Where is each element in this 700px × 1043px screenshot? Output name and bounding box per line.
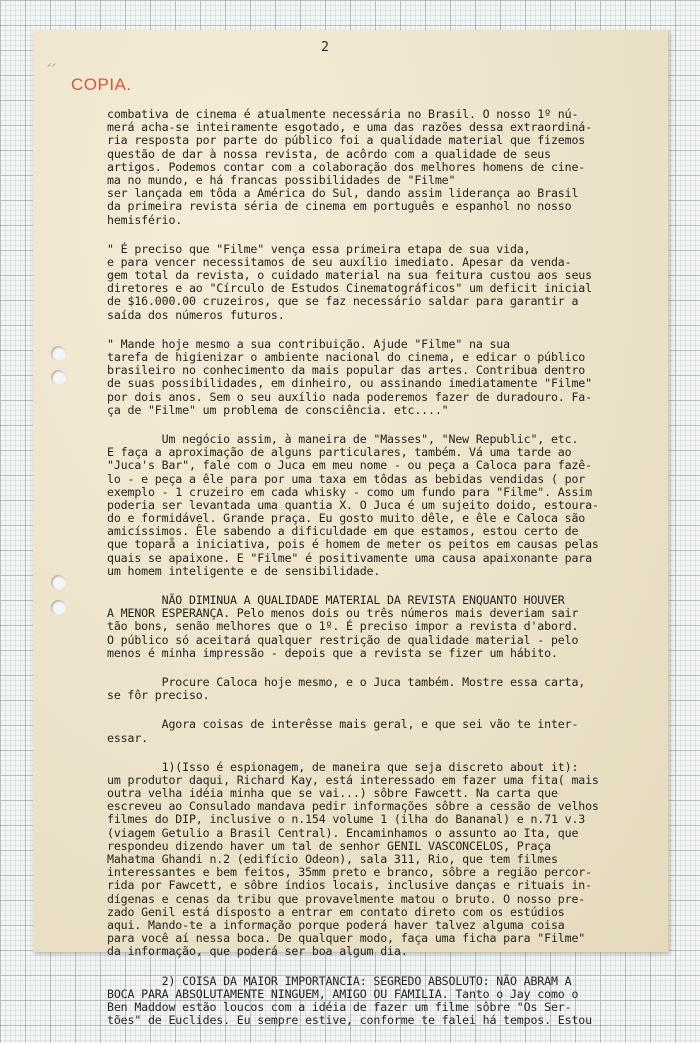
- copy-stamp: COPIA.: [71, 75, 132, 94]
- text-line: E faça a aproximação de alguns particulares, também. Vá uma tarde ao: [107, 445, 572, 460]
- text-line: O público só aceitará qualquer restrição de qualidade material - pelo: [107, 632, 579, 647]
- punch-hole-icon: [51, 346, 66, 361]
- text-line: da primeira revista séria de cinema em português e espanhol no nosso: [107, 199, 572, 214]
- text-line: saída dos números futuros.: [107, 307, 285, 322]
- text-line: aqui. Mando-te a informação porque poderá haver talvez alguma coisa: [107, 917, 565, 932]
- text-line: 2) COISA DA MAIOR IMPORTANCIA: SEGREDO ABSOLUTO: NÃO ABRAM A: [107, 973, 572, 988]
- text-line: Agora coisas de interêsse mais geral, e que sei vão te inter-: [107, 717, 579, 732]
- letter-paragraph: [107, 243, 673, 322]
- text-line: dígenas e cenas da tribu que provavelmente matou o bruto. O nosso pre-: [107, 891, 586, 906]
- text-line: lo - e peça a êle para por uma taxa em tôdas as bebidas vendidas ( por: [107, 471, 586, 486]
- text-line: (viagem Getulio a Brasil Central). Encaminhamos o assunto ao Ita, que: [107, 825, 579, 840]
- text-line: que toparå a iniciativa, pois é homem de meter os peitos em causas pelas: [107, 537, 599, 552]
- text-line: hemisfério.: [107, 212, 183, 227]
- text-line: outra velha idéia minha que se vai...) sôbre Fawcett. Na carta que: [107, 786, 558, 801]
- text-line: exemplo - 1 cruzeiro em cada whisky - como um fundo para "Filme". Assim: [107, 484, 592, 499]
- text-line: menos é minha impressão - depois que a revista se fizer um hábito.: [107, 645, 558, 660]
- text-line: ça de "Filme" um problema de consciência. etc....": [107, 402, 449, 417]
- punch-hole-icon: [51, 575, 66, 590]
- text-line: rida por Fawcett, e sôbre índios locais, inclusive danças e rituais in-: [107, 878, 592, 893]
- text-line: " É preciso que "Filme" vença essa primeira etapa de sua vida,: [107, 241, 531, 256]
- text-line: interessantes e bem feitos, 35mm preto e branco, sôbre a região percor-: [107, 865, 592, 880]
- text-line: um homem inteligente e de sensibilidade.: [107, 563, 381, 578]
- text-line: do e formidável. Grande praça. Eu gosto muito dêle, e êle e Caloca são: [107, 511, 586, 526]
- punch-hole-icon: [51, 370, 66, 385]
- text-line: poderia ser levantada uma quantia X. O Juca é um sujeito doido, estoura-: [107, 497, 599, 512]
- text-line: da informação, que poderá ser boa algum dia.: [107, 944, 408, 959]
- text-line: essar.: [107, 730, 148, 745]
- text-line: tão bons, senão melhores que o 1º. É preciso impor a revista d'abord.: [107, 619, 579, 634]
- text-line: questão de dar à nossa revista, de acôrdo com a qualidade de seus: [107, 146, 551, 161]
- text-line: ser lançada em tôda a América do Sul, dando assim liderança ao Brasil: [107, 186, 579, 201]
- text-line: de suas possibilidades, em dinheiro, ou assinando imediatamente "Filme": [107, 376, 592, 391]
- text-line: de $16.000.00 cruzeiros, que se faz necessário saldar para garantir a: [107, 294, 579, 309]
- text-line: A MENOR ESPERANÇA. Pelo menos dois ou três números mais deveriam sair: [107, 606, 579, 621]
- text-line: ria resposta por parte do público foi a qualidade material que fizemos: [107, 133, 586, 148]
- text-line: respondeu dizendo haver um tal de senhor GENIL VASCONCELOS, Praça: [107, 838, 551, 853]
- text-line: por dois anos. Sem o seu auxílio nada poderemos fazer de duradouro. Fa-: [107, 389, 592, 404]
- text-line: Ben Maddow estão loucos com a idéia de fazer um filme sôbre "Os Ser-: [107, 999, 572, 1014]
- letter-paragraph: [107, 718, 673, 744]
- text-line: Procure Caloca hoje mesmo, e o Juca também. Mostre essa carta,: [107, 674, 586, 689]
- text-line: 1)(Isso é espionagem, de maneira que seja discreto about it):: [107, 759, 579, 774]
- text-line: BOCA PARA ABSOLUTAMENTE NINGUEM, AMIGO OU FAMILIA. Tanto o Jay como o: [107, 986, 579, 1001]
- letter-paragraph: [107, 594, 673, 660]
- letter-paragraph: [107, 761, 673, 959]
- text-line: para você aí nessa boca. De qualquer modo, faça uma ficha para "Filme": [107, 931, 586, 946]
- text-line: combativa de cinema é atualmente necessária no Brasil. O nosso 1º nú-: [107, 107, 579, 121]
- text-line: tões" de Euclides. Eu sempre estive, conforme te falei há tempos. Estou: [107, 1013, 592, 1028]
- letter-paragraph: [107, 338, 673, 417]
- text-line: Um negócio assim, à maneira de "Masses", "New Republic", etc.: [107, 431, 579, 446]
- letter-body: [107, 108, 673, 1043]
- text-line: ma no mundo, e há francas possibilidades de "Filme": [107, 172, 456, 187]
- typewritten-page: [33, 30, 669, 1028]
- letter-paragraph: [107, 975, 673, 1028]
- letter-paragraph: [107, 108, 673, 227]
- text-line: e para vencer necessitamos de seu auxílio imediato. Apesar da venda-: [107, 254, 572, 269]
- text-line: filmes do DIP, inclusive o n.154 volume 1 (ilha do Bananal) e n.71 v.3: [107, 812, 586, 827]
- text-line: brasileiro no conhecimento da mais popular das artes. Contribua dentro: [107, 363, 586, 378]
- letter-paragraph: [107, 676, 673, 702]
- letter-paragraph: [107, 433, 673, 578]
- text-line: gem total da revista, o cuidado material na sua feitura custou aos seus: [107, 268, 592, 283]
- text-line: "Juca's Bar", fale com o Juca em meu nome - ou peça a Caloca para fazê-: [107, 458, 592, 473]
- text-line: NÃO DIMINUA A QUALIDADE MATERIAL DA REVISTA ENQUANTO HOUVER: [107, 593, 565, 607]
- text-line: merá acha-se inteiramente esgotado, e uma das razões dessa extraordiná-: [107, 120, 592, 135]
- text-line: quais se apaixone. E "Filme" é positivamente uma causa apaixonante para: [107, 550, 592, 565]
- text-line: escreveu ao Consulado mandava pedir informações sôbre a cessão de velhos: [107, 799, 599, 814]
- text-line: artigos. Podemos contar com a colaboração dos melhores homens de cine-: [107, 159, 586, 174]
- text-line: diretores e ao "Círculo de Estudos Cinematográficos" um deficit inicial: [107, 281, 592, 296]
- text-line: amicíssimos. Êle sabendo a dificuldade em que estamos, estou certo de: [107, 524, 579, 539]
- punch-hole-icon: [51, 600, 66, 615]
- text-line: Mahatma Ghandi n.2 (edifício Odeon), sala 311, Rio, que tem filmes: [107, 852, 558, 866]
- text-line: tarefa de higienizar o ambiente nacional do cinema, e edicar o público: [107, 350, 586, 364]
- pencil-mark-icon: ⸝⸝: [47, 59, 57, 69]
- page-number: 2: [321, 40, 329, 55]
- text-line: se fôr preciso.: [107, 688, 210, 703]
- text-line: um produtor daqui, Richard Kay, está interessado em fazer uma fita( mais: [107, 772, 599, 787]
- text-line: " Mande hoje mesmo a sua contribuição. Ajude "Filme" na sua: [107, 336, 510, 351]
- text-line: zado Genil está disposto a entrar em contato direto com os estúdios: [107, 904, 565, 919]
